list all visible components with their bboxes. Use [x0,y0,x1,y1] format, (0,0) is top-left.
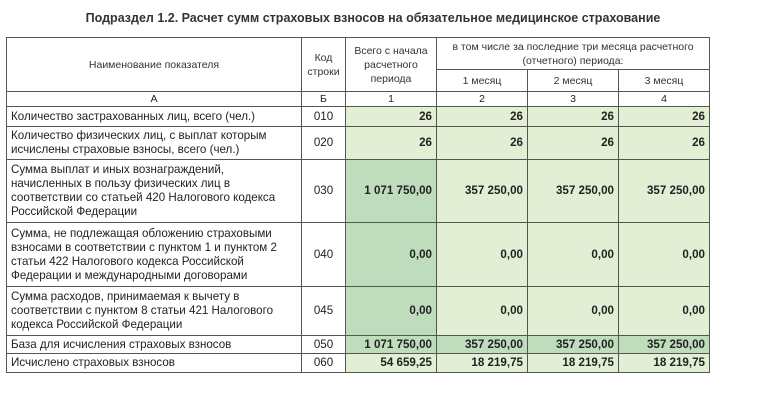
row-020-month-2[interactable]: 26 [528,127,619,160]
index-b: Б [302,92,346,107]
table-row [7,223,710,287]
row-040-month-2[interactable]: 0,00 [528,223,619,287]
row-060-name: Исчислено страховых взносов [7,354,302,373]
row-060-month-2[interactable]: 18 219,75 [528,354,619,373]
table-row [7,354,710,373]
index-4: 4 [619,92,710,107]
header-name: Наименование показателя [7,38,302,92]
row-010-month-3[interactable]: 26 [619,107,710,127]
row-030-code: 030 [302,160,346,223]
row-010-total[interactable]: 26 [346,107,437,127]
row-030-month-2[interactable]: 357 250,00 [528,160,619,223]
table-row [7,127,710,160]
index-1: 1 [346,92,437,107]
row-010-month-2[interactable]: 26 [528,107,619,127]
row-010-code: 010 [302,107,346,127]
row-050-name: База для исчисления страховых взносов [7,336,302,354]
row-050-total[interactable]: 1 071 750,00 [346,336,437,354]
row-020-name: Количество физических лиц, с выплат которым исчислены страховые взносы, всего (чел.) [7,127,302,160]
table-row [7,287,710,336]
row-060-month-1[interactable]: 18 219,75 [437,354,528,373]
row-045-month-2[interactable]: 0,00 [528,287,619,336]
header-total: Всего с начала расчетного периода [346,38,437,92]
row-060-total[interactable]: 54 659,25 [346,354,437,373]
header-month-3: 3 месяц [619,70,710,92]
row-040-total[interactable]: 0,00 [346,223,437,287]
index-3: 3 [528,92,619,107]
row-020-code: 020 [302,127,346,160]
row-045-month-3[interactable]: 0,00 [619,287,710,336]
row-050-month-1[interactable]: 357 250,00 [437,336,528,354]
row-045-month-1[interactable]: 0,00 [437,287,528,336]
header-last-three-months: в том числе за последние три месяца расчетного (отчетного) периода: [437,38,710,70]
row-045-name: Сумма расходов, принимаемая к вычету в соответствии с пунктом 8 статьи 421 Налогового кодекса Российской Федерации [7,287,302,336]
omc-contributions-table [6,37,710,373]
table-row [7,336,710,354]
row-030-month-1[interactable]: 357 250,00 [437,160,528,223]
row-010-month-1[interactable]: 26 [437,107,528,127]
row-060-month-3[interactable]: 18 219,75 [619,354,710,373]
column-index-row [7,92,710,107]
row-020-month-3[interactable]: 26 [619,127,710,160]
row-040-month-1[interactable]: 0,00 [437,223,528,287]
row-010-name: Количество застрахованных лиц, всего (чел.) [7,107,302,127]
row-020-total[interactable]: 26 [346,127,437,160]
index-a: А [7,92,302,107]
row-030-name: Сумма выплат и иных вознаграждений, начисленных в пользу физических лиц в соответствии со статьей 420 Налогового кодекса Российской Федерации [7,160,302,223]
row-040-month-3[interactable]: 0,00 [619,223,710,287]
row-040-code: 040 [302,223,346,287]
row-030-month-3[interactable]: 357 250,00 [619,160,710,223]
index-2: 2 [437,92,528,107]
table-row [7,107,710,127]
row-020-month-1[interactable]: 26 [437,127,528,160]
row-030-total[interactable]: 1 071 750,00 [346,160,437,223]
header-month-1: 1 месяц [437,70,528,92]
row-050-month-3[interactable]: 357 250,00 [619,336,710,354]
table-row [7,160,710,223]
row-050-month-2[interactable]: 357 250,00 [528,336,619,354]
header-month-2: 2 месяц [528,70,619,92]
row-045-code: 045 [302,287,346,336]
row-045-total[interactable]: 0,00 [346,287,437,336]
row-050-code: 050 [302,336,346,354]
row-040-name: Сумма, не подлежащая обложению страховыми взносами в соответствии с пунктом 1 и пунктом 2 статьи 422 Налогового кодекса Российской Федерации и международными договорами [7,223,302,287]
row-060-code: 060 [302,354,346,373]
header-code: Код строки [302,38,346,92]
section-title: Подраздел 1.2. Расчет сумм страховых взносов на обязательное медицинское страхование [85,11,661,25]
